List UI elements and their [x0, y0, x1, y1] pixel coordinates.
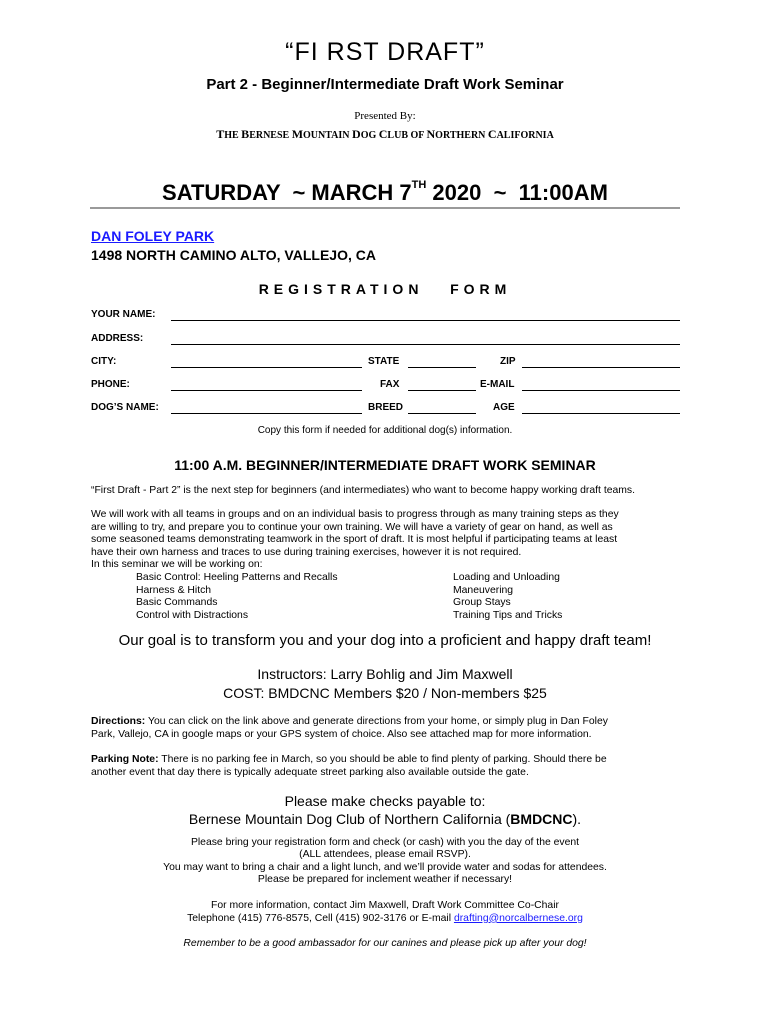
date-divider	[90, 207, 680, 209]
email-field[interactable]	[522, 390, 680, 391]
presented-by: Presented By:	[354, 110, 416, 122]
cost-line: COST: BMDCNC Members $20 / Non-members $25	[223, 685, 547, 701]
directions-line: Park, Vallejo, CA in google maps or your GPS system of choice. Also see attached map for more information.	[91, 728, 592, 740]
zip-field[interactable]	[522, 367, 680, 368]
topic-item: Control with Distractions	[136, 609, 249, 621]
breed-label: BREED	[368, 402, 404, 413]
payment-line: Please make checks payable to:	[284, 793, 486, 809]
topic-item: Maneuvering	[453, 584, 514, 596]
age-label: AGE	[493, 402, 515, 413]
bring-line: You may want to bring a chair and a light lunch, and we’ll provide water and sodas for attendees.	[163, 861, 607, 873]
payment-block	[0, 792, 770, 828]
topic-item: Group Stays	[453, 597, 511, 609]
instructors-block	[0, 665, 770, 703]
city-field[interactable]	[171, 367, 362, 368]
park-link[interactable]: DAN FOLEY PARK	[91, 228, 215, 244]
bring-line: Please be prepared for inclement weather if necessary!	[257, 874, 513, 886]
topic-item: Loading and Unloading	[453, 572, 560, 583]
email-label: E-MAIL	[480, 379, 515, 390]
bring-line: Please bring your registration form and check (or cash) with you the day of the event	[190, 837, 580, 848]
club-name: THE BERNESE MOUNTAIN DOG CLUB OF NORTHERN CALIFORNIA	[216, 127, 554, 141]
dogs-name-field[interactable]	[171, 413, 362, 414]
city-label: CITY:	[91, 356, 117, 367]
seminar-body-line: have their own harness and traces to use during training exercises, however it is not required.	[91, 546, 522, 558]
seminar-intro: “First Draft - Part 2” is the next step for beginners (and intermediates) who want to become happy working draft teams.	[91, 485, 636, 496]
seminar-body-line: are willing to try, and prepare you to continue your own training. We will have a variety of gear on hand, as well as	[91, 521, 613, 533]
seminar-heading: 11:00 A.M. BEGINNER/INTERMEDIATE DRAFT WORK SEMINAR	[174, 457, 596, 473]
seminar-body-line: some seasoned teams demonstrating teamwork in the sport of draft. It is most helpful if participating teams at least	[91, 534, 618, 546]
contact-email-link[interactable]: drafting@norcalbernese.org	[453, 912, 583, 924]
address-field[interactable]	[171, 344, 680, 345]
fax-label: FAX	[380, 379, 400, 390]
document-subtitle: Part 2 - Beginner/Intermediate Draft Work Seminar	[206, 76, 564, 93]
seminar-body-line: In this seminar we will be working on:	[91, 559, 263, 571]
directions-line: Directions: You can click on the link above and generate directions from your home, or simply plug in Dan Foley	[91, 716, 608, 727]
dogs-name-label: DOG’S NAME:	[91, 402, 159, 413]
phone-label: PHONE:	[91, 379, 130, 390]
event-date: SATURDAY ~ MARCH 7TH 2020 ~ 11:00AM	[162, 178, 608, 205]
instructors-line: Instructors: Larry Bohlig and Jim Maxwell	[257, 666, 513, 682]
topic-item: Basic Commands	[136, 597, 218, 609]
your-name-label: YOUR NAME:	[91, 309, 156, 320]
phone-field[interactable]	[171, 390, 362, 391]
your-name-field[interactable]	[171, 320, 680, 321]
bring-line: (ALL attendees, please email RSVP).	[299, 849, 471, 861]
topic-item: Basic Control: Heeling Patterns and Recalls	[136, 572, 338, 583]
registration-heading: REGISTRATION FORM	[258, 281, 512, 297]
goal-statement: Our goal is to transform you and your dog into a proficient and happy draft team!	[118, 632, 652, 649]
breed-field[interactable]	[408, 413, 476, 414]
form-copy-note: Copy this form if needed for additional dog(s) information.	[257, 425, 513, 436]
state-label: STATE	[368, 356, 400, 367]
contact-line: Telephone (415) 776-8575, Cell (415) 902-3176 or E-mail drafting@norcalbernese.org	[187, 912, 583, 924]
bring-notes	[0, 837, 770, 887]
contact-line: For more information, contact Jim Maxwell, Draft Work Committee Co-Chair	[211, 900, 559, 911]
state-field[interactable]	[408, 367, 476, 368]
parking-line: Parking Note: There is no parking fee in March, so you should be able to find plenty of parking. Should there be	[91, 754, 607, 765]
topic-item: Harness & Hitch	[136, 584, 212, 596]
zip-label: ZIP	[500, 356, 516, 367]
topic-item: Training Tips and Tricks	[453, 609, 563, 621]
age-field[interactable]	[522, 413, 680, 414]
fax-field[interactable]	[408, 390, 476, 391]
park-address: 1498 NORTH CAMINO ALTO, VALLEJO, CA	[91, 247, 376, 263]
seminar-body-line: We will work with all teams in groups and on an individual basis to progress through as many training steps as they	[91, 509, 619, 520]
closing-note: Remember to be a good ambassador for our canines and please pick up after your dog!	[183, 938, 587, 949]
payment-payee: Bernese Mountain Dog Club of Northern California (BMDCNC).	[188, 811, 582, 827]
contact-block	[0, 900, 770, 925]
document-title: “FI RST DRAFT”	[285, 38, 485, 66]
parking-line: another event that day there is typically adequate street parking also available outside the gate.	[91, 766, 529, 778]
address-label: ADDRESS:	[91, 333, 144, 344]
